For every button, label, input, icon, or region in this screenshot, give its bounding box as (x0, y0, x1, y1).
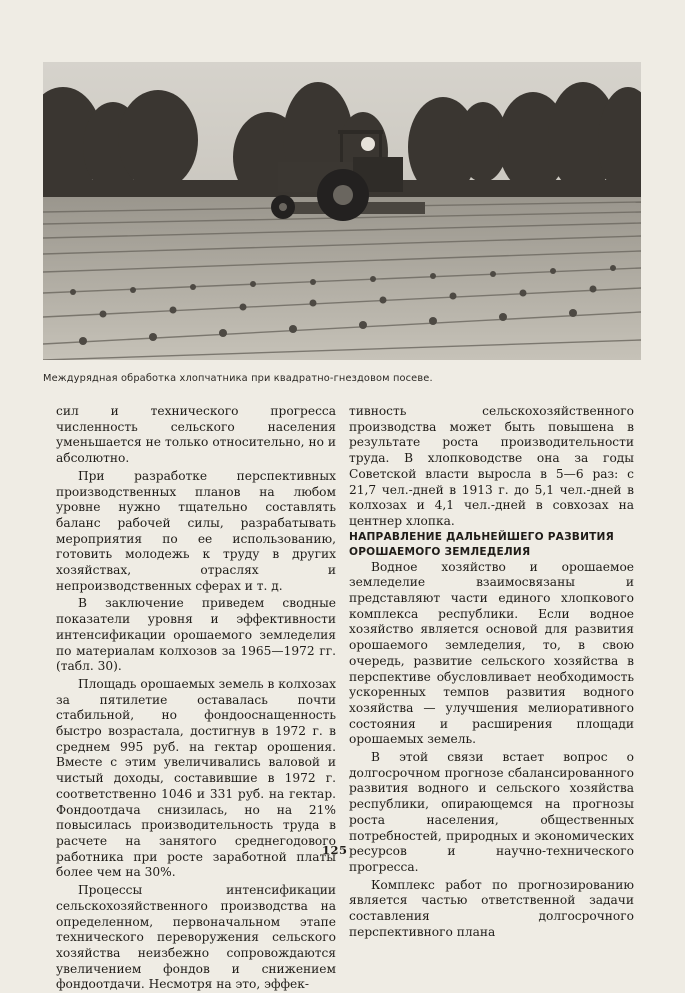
left-column (56, 404, 336, 993)
paragraph: тивность сельскохозяйственного производства может быть повышена в результате роста производительности труда. В хлопководстве она за годы Советской власти выросла в 5—6 раз: с 21,7 чел.-дней в 1913 г. до 5,1 чел.-дней в колхозах и 4,1 чел.-дней в совхозах на центнер хлопка. (349, 404, 634, 528)
paragraph: сил и технического прогресса численность сельского населения уменьшается не только относительно, но и абсолютно. (56, 404, 336, 466)
right-column-top (349, 404, 634, 530)
paragraph: Процессы интенсификации сельскохозяйственного производства на определенном, первоначальном этапе технического переворужения сельского хозяйства неизбежно сопровождаются увеличением фондов и снижением фондоотдачи. Несмотря на это, эффек- (56, 883, 336, 992)
right-column-bottom (349, 560, 634, 941)
paragraph: Площадь орошаемых земель в колхозах за пятилетие оставалась почти стабильной, но фондооснащенность быстро возрастала, достигнув в 1972 г. в среднем 995 руб. на гектар орошения. Вместе с этим увеличивались валовой и чистый доходы, составившие в 1972 г. соответственно 1046 и 331 руб. на гектар. Фондоотдача снизилась, но на 21% повысилась производительность труда в расчете на занятого среднегодового работника при росте заработной платы более чем на 30%. (56, 676, 336, 880)
paragraph: При разработке перспективных производственных планов на любом уровне нужно тщательно составлять баланс рабочей силы, разрабатывать мероприятия по ее использованию, готовить молодежь к труду в других хозяйствах, отраслях и непроизводственных сферах и т. д. (56, 468, 336, 593)
paragraph: Водное хозяйство и орошаемое земледелие взаимосвязаны и представляют части единого хлопкового комплекса республики. Если водное хозяйство является основой для развития орошаемого земледелия, то, в свою очередь, развитие сельского хозяйства в перспективе обусловливает необходимость ускоренных темпов развития водного хозяйства — улучшения мелиоративного состояния и расширения площади орошаемых земель. (349, 559, 634, 747)
paragraph: В заключение приведем сводные показатели уровня и эффективности интенсификации орошаемого земледелия по материалам колхозов за 1965—1972 гг. (табл. 30). (56, 596, 336, 674)
page-number: 125 (322, 843, 348, 857)
paragraph: В этой связи встает вопрос о долгосрочном прогнозе сбалансированного развития водного и сельского хозяйства республики, опирающемся на прогнозы роста населения, общественных потребностей, природных и экономических ресурсов и научно-технического прогресса. (349, 750, 634, 874)
paragraph: Комплекс работ по прогнозированию является частью ответственной задачи составления долгосрочного перспективного плана (349, 877, 634, 939)
right-column (349, 404, 634, 941)
section-heading: НАПРАВЛЕНИЕ ДАЛЬНЕЙШЕГО РАЗВИТИЯ ОРОШАЕМОГО ЗЕМЛЕДЕЛИЯ (349, 530, 614, 558)
tractor-field-photo (43, 62, 641, 360)
photo-caption: Междурядная обработка хлопчатника при квадратно-гнездовом посеве. (43, 373, 433, 384)
photo-illustration (43, 62, 641, 360)
